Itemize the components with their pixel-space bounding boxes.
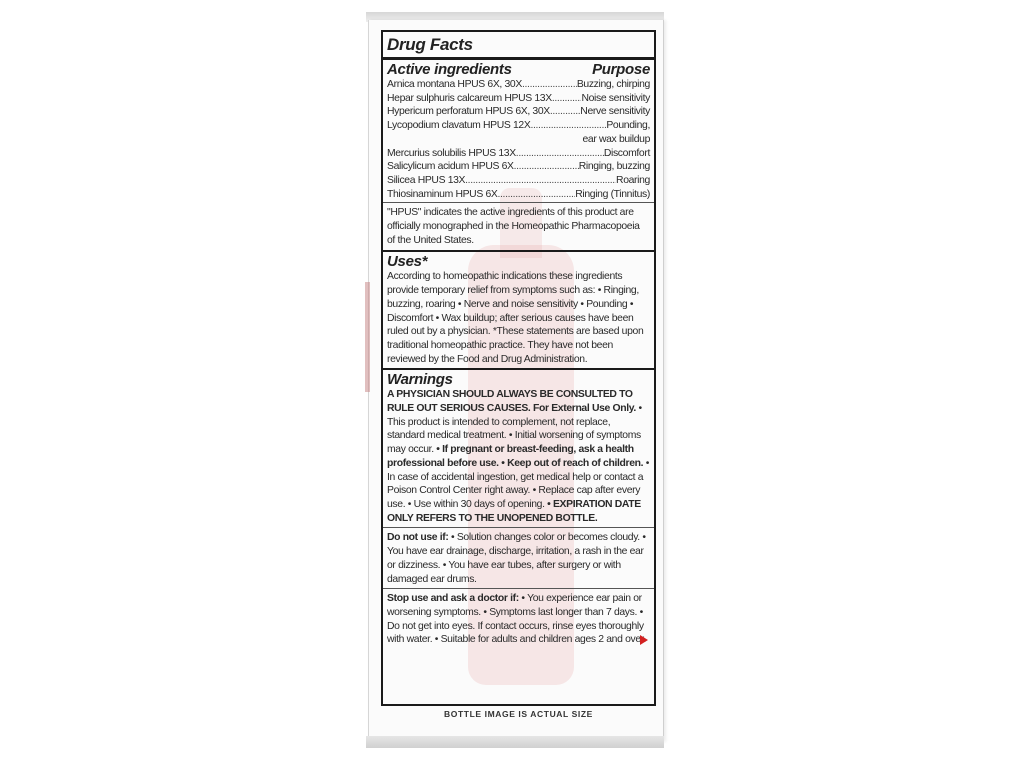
active-ingredients-section (383, 60, 654, 203)
do-not-use-label: Do not use if: (387, 532, 449, 544)
ingredient-purpose: Ringing (Tinnitus) (575, 188, 650, 200)
ingredient-purpose-continued: ear wax buildup (582, 133, 650, 145)
warnings-section (383, 370, 654, 528)
ingredient-purpose: Roaring (616, 174, 650, 186)
hpus-note: "HPUS" indicates the active ingredients of this product are officially monographed in the Homeopathic Pharmacopoeia of the United States. (387, 207, 640, 246)
ingredient-purpose: Nerve sensitivity (580, 106, 650, 118)
ingredient-name: Thiosinaminum HPUS 6X (387, 188, 498, 200)
leader-dots (530, 119, 606, 133)
continue-arrow-icon (640, 635, 648, 645)
ingredient-row (387, 160, 650, 174)
drug-facts-panel (381, 30, 656, 706)
leader-dots (465, 174, 616, 188)
ingredient-name: Hypericum perforatum HPUS 6X, 30X (387, 106, 550, 118)
drug-facts-title-section (383, 32, 654, 60)
ingredient-name: Mercurius solubilis HPUS 13X (387, 147, 516, 159)
purpose-heading: Purpose (592, 61, 650, 78)
active-ingredients-heading: Active ingredients (387, 61, 512, 78)
ingredient-row (387, 188, 650, 202)
box-bottom-edge (366, 736, 664, 748)
do-not-use-section (383, 528, 654, 589)
ingredient-row (387, 92, 650, 106)
ingredient-purpose: Discomfort (603, 147, 650, 159)
leader-dots (497, 188, 575, 202)
bottle-size-note: BOTTLE IMAGE IS ACTUAL SIZE (444, 709, 593, 719)
uses-section (383, 252, 654, 370)
warnings-text (387, 388, 650, 525)
drug-facts-title: Drug Facts (387, 35, 473, 54)
stop-use-text (387, 592, 650, 647)
ingredient-name: Silicea HPUS 13X (387, 174, 466, 186)
uses-heading: Uses* (387, 253, 428, 271)
do-not-use-body: • Solution changes color or becomes cloudy. • You have ear drainage, discharge, irritation, a rash in the ear or dizziness. • You have ear tubes, after surgery or with damaged ear drums. (387, 532, 646, 585)
warnings-heading: Warnings (387, 371, 453, 389)
leader-dots (552, 92, 582, 106)
stop-use-label: Stop use and ask a doctor if: (387, 593, 519, 605)
uses-text: According to homeopathic indications these ingredients provide temporary relief from symptoms such as: • Ringing, buzzing, roaring • Nerve and noise sensitivity • Pounding • Discomfort • Wax buildup; after serious causes have been ruled out by a physician. *These statements are based upon traditional homeopathic practice. They have not been reviewed by the Food and Drug Administration. (387, 271, 644, 365)
warnings-bold-1: • If pregnant or breast-feeding, ask a health professional before use. • Keep out of reach of children. (387, 444, 644, 469)
ingredient-name: Salicylicum acidum HPUS 6X (387, 161, 514, 173)
ingredient-name: Lycopodium clavatum HPUS 12X (387, 120, 531, 132)
hpus-note-section (383, 203, 654, 252)
ingredient-row (387, 147, 650, 161)
warnings-text-2: • In case of accidental ingestion, get medical help or contact a Poison Control Center right away. • Replace cap after every use. • Use within 30 days of opening. (387, 457, 650, 510)
ingredient-row (387, 78, 650, 92)
leader-dots (550, 105, 580, 119)
leader-dots (514, 160, 579, 174)
ingredient-row (387, 119, 650, 133)
leader-dots (522, 78, 577, 92)
warnings-bold-intro: A PHYSICIAN SHOULD ALWAYS BE CONSULTED TO RULE OUT SERIOUS CAUSES. For External Use Only. (387, 389, 636, 415)
ingredient-name: Arnica montana HPUS 6X, 30X (387, 79, 522, 90)
active-ingredients-header (387, 61, 650, 78)
ingredient-name: Hepar sulphuris calcareum HPUS 13X (387, 92, 552, 104)
ingredient-row (387, 105, 650, 119)
stop-use-body: • You experience ear pain or worsening symptoms. • Symptoms last longer than 7 days. • Do not get into eyes. If contact occurs, rinse eyes thoroughly with water. • Suitable for adults and children ages 2 and over. (387, 593, 646, 646)
ingredient-purpose: Pounding, (606, 120, 650, 132)
box-side-stripe (365, 282, 370, 392)
stop-use-section (383, 589, 654, 649)
leader-dots (516, 147, 604, 161)
ingredient-list (387, 78, 650, 201)
warnings-bold-2: • EXPIRATION DATE ONLY REFERS TO THE UNOPENED BOTTLE. (387, 498, 641, 524)
warnings-text-1: • This product is intended to complement, not replace, standard medical treatment. • Initial worsening of symptoms may occur. (387, 403, 642, 456)
ingredient-purpose: Ringing, buzzing (578, 161, 650, 173)
do-not-use-text (387, 531, 650, 586)
ingredient-purpose: Noise sensitivity (581, 92, 650, 104)
ingredient-purpose: Buzzing, chirping (576, 79, 650, 90)
ingredient-row (387, 174, 650, 188)
